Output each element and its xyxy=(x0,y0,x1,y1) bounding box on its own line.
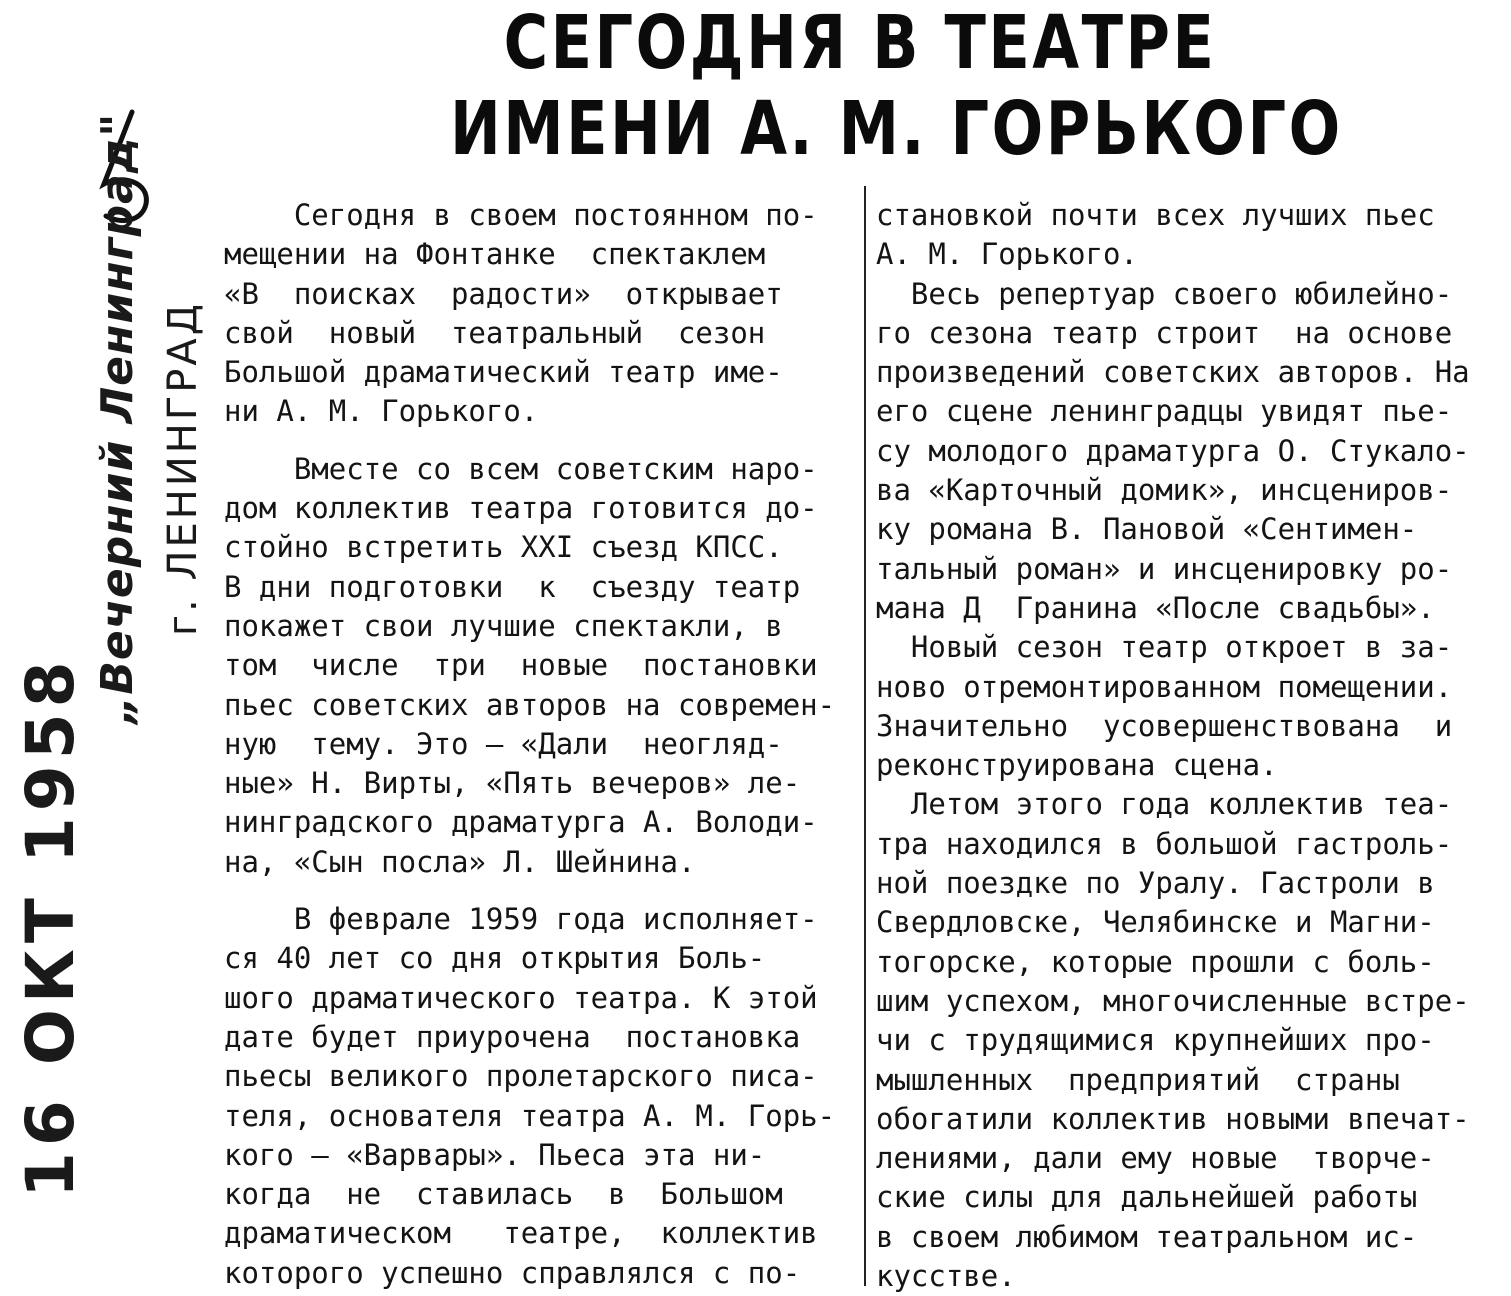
text-line: произведений советских авторов. На xyxy=(876,355,1470,390)
text-line: ские силы для дальнейшей работы xyxy=(876,1180,1418,1215)
text-line: реконструирована сцена. xyxy=(876,748,1278,783)
archive-date-stamp: 16 ОКТ 1958 xyxy=(12,655,89,1198)
paragraph xyxy=(876,275,1504,629)
text-line: Вместе со всем советским наро- xyxy=(224,451,818,486)
text-line: го сезона театр строит на основе xyxy=(876,315,1453,350)
text-line: шого драматического театра. К этой xyxy=(224,980,818,1015)
paragraph xyxy=(876,196,1504,275)
text-line: в своем любимом театральном ис- xyxy=(876,1219,1418,1254)
right-column xyxy=(876,196,1504,1296)
text-line: В дни подготовки к съезду театр xyxy=(224,569,801,604)
text-line: его сцене ленинградцы увидят пье- xyxy=(876,394,1453,429)
text-line: мышленных предприятий страны xyxy=(876,1062,1400,1097)
text-line: А. М. Горького. xyxy=(876,237,1138,272)
text-line: стойно встретить XXI съезд КПСС. xyxy=(224,530,783,565)
text-line: кого — «Варвары». Пьеса эта ни- xyxy=(224,1137,766,1172)
text-line: су молодого драматурга О. Стукало- xyxy=(876,433,1470,468)
text-line: шим успехом, многочисленные встре- xyxy=(876,983,1470,1018)
text-line: мещении на Фонтанке спектаклем xyxy=(224,237,766,272)
text-line: Новый сезон театр откроет в за- xyxy=(876,630,1453,665)
paragraph xyxy=(876,628,1504,785)
text-line: В феврале 1959 года исполняет- xyxy=(224,902,818,937)
headline-line-2: ИМЕНИ А. М. ГОРЬКОГО xyxy=(450,86,1343,172)
text-line: ку романа В. Пановой «Сентимен- xyxy=(876,512,1418,547)
paragraph xyxy=(224,196,860,432)
paragraph xyxy=(876,785,1504,1296)
text-line: тогорске, которые прошли с боль- xyxy=(876,944,1435,979)
text-line: Значительно усовершенствована и xyxy=(876,708,1453,743)
text-line: которого успешно справлялся с по- xyxy=(224,1255,801,1290)
text-line: покажет свои лучшие спектакли, в xyxy=(224,608,783,643)
text-line: когда не ставилась в Большом xyxy=(224,1177,783,1212)
newspaper-name-stamp: „Вечерний Ленинград" xyxy=(92,112,143,724)
article-headline xyxy=(450,0,1343,172)
text-line: нинградского драматурга А. Володи- xyxy=(224,805,818,840)
text-line: тра находился в большой гастроль- xyxy=(876,826,1453,861)
text-line: тальный роман» и инсценировку ро- xyxy=(876,551,1453,586)
text-line: обогатили коллектив новыми впечат- xyxy=(876,1101,1470,1136)
column-divider xyxy=(864,186,866,1286)
text-line: Сегодня в своем постоянном по- xyxy=(224,198,818,232)
text-line: дате будет приурочена постановка xyxy=(224,1019,801,1054)
text-line: дом коллектив театра готовится до- xyxy=(224,491,818,526)
text-line: ни А. М. Горького. xyxy=(224,394,539,429)
text-line: том числе три новые постановки xyxy=(224,648,818,683)
city-stamp: г. ЛЕНИНГРАД xyxy=(160,300,206,636)
left-column xyxy=(224,196,860,1293)
text-line: Летом этого года коллектив теа- xyxy=(876,787,1453,822)
text-line: драматическом театре, коллектив xyxy=(224,1216,818,1251)
text-line: ную тему. Это — «Дали неогляд- xyxy=(224,726,783,761)
text-line: становкой почти всех лучших пьес xyxy=(876,198,1435,232)
text-line: свой новый театральный сезон xyxy=(224,315,766,350)
text-line: теля, основателя театра А. М. Горь- xyxy=(224,1098,836,1133)
paragraph xyxy=(224,900,860,1293)
text-line: кусстве. xyxy=(876,1259,1016,1294)
text-line: ся 40 лет со дня открытия Боль- xyxy=(224,941,766,976)
text-line: мана Д Гранина «После свадьбы». xyxy=(876,590,1435,625)
text-line: «В поисках радости» открывает xyxy=(224,276,783,311)
text-line: лениями, дали ему новые творче- xyxy=(876,1141,1435,1176)
text-line: Весь репертуар своего юбилейно- xyxy=(876,276,1453,311)
text-line: ново отремонтированном помещении. xyxy=(876,669,1453,704)
text-line: Свердловске, Челябинске и Магни- xyxy=(876,905,1435,940)
text-line: ные» Н. Вирты, «Пять вечеров» ле- xyxy=(224,766,801,801)
text-line: ва «Карточный домик», инсцениров- xyxy=(876,473,1453,508)
headline-line-1: СЕГОДНЯ В ТЕАТРЕ xyxy=(503,0,1217,86)
text-line: ной поездке по Уралу. Гастроли в xyxy=(876,866,1435,901)
text-line: пьесы великого пролетарского писа- xyxy=(224,1059,818,1094)
text-line: чи с трудящимися крупнейших про- xyxy=(876,1023,1435,1058)
paragraph xyxy=(224,450,860,882)
text-line: Большой драматический театр име- xyxy=(224,355,783,390)
text-line: пьес советских авторов на современ- xyxy=(224,687,836,722)
text-line: на, «Сын посла» Л. Шейнина. xyxy=(224,844,696,879)
